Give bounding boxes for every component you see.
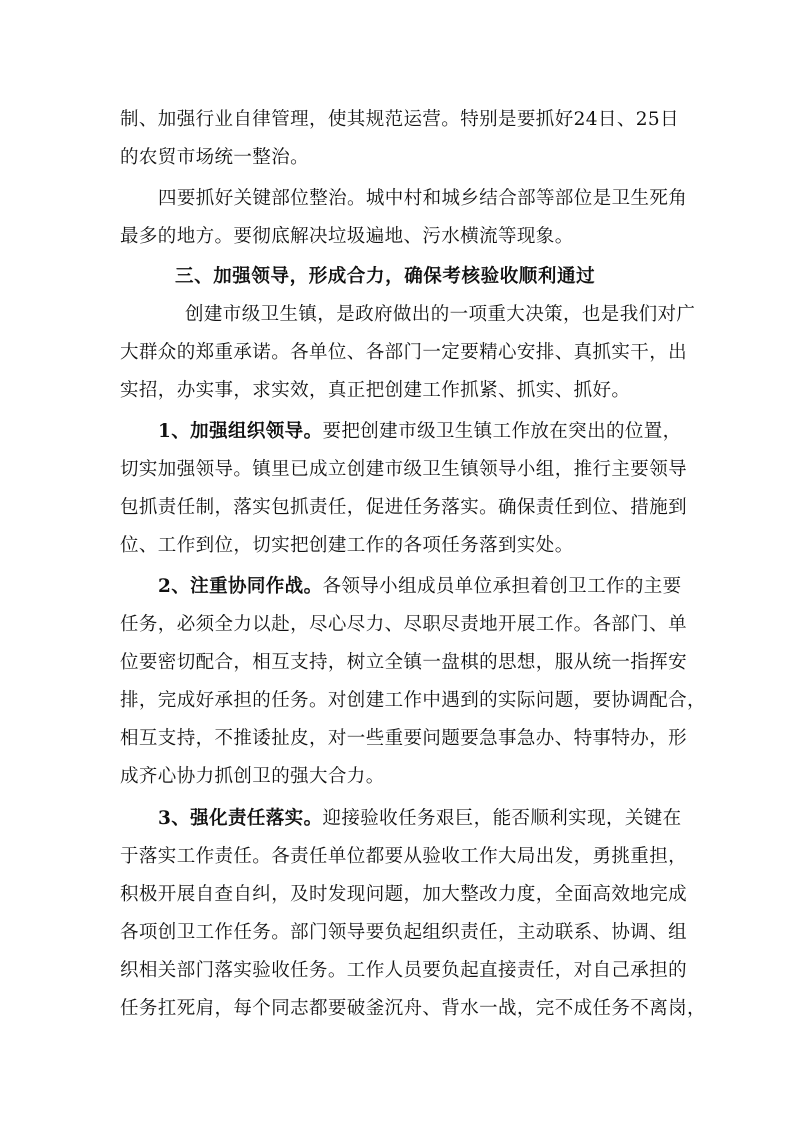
paragraph-first-line: 创建市级卫生镇，是政府做出的一项重大决策，也是我们对广 xyxy=(185,304,696,325)
text-line: 积极开展自查自纠，及时发现问题，加大整改力度，全面高效地完成 xyxy=(120,884,688,905)
item-1-text: 要把创建市级卫生镇工作放在突出的位置， xyxy=(322,421,682,442)
text-line: 成齐心协力抓创卫的强大合力。 xyxy=(120,766,385,787)
item-3-title: 3、强化责任落实。 xyxy=(158,808,323,829)
item-2-text: 各领导小组成员单位承担着创卫工作的主要 xyxy=(322,576,682,597)
text-line: 最多的地方。要彻底解决垃圾遍地、污水横流等现象。 xyxy=(120,226,574,247)
section-heading: 三、加强领导，形成合力，确保考核验收顺利通过 xyxy=(175,266,596,287)
text-line: 于落实工作责任。各责任单位都要从验收工作大局出发，勇挑重担， xyxy=(120,846,688,867)
text-line: 切实加强领导。镇里已成立创建市级卫生镇领导小组，推行主要领导 xyxy=(120,459,688,480)
text-line: 任务，必须全力以赴，尽心尽力、尽职尽责地开展工作。各部门、单 xyxy=(120,614,688,635)
text-line: 大群众的郑重承诺。各单位、各部门一定要精心安排、真抓实干，出 xyxy=(120,342,688,363)
item-3-first-line xyxy=(158,806,682,832)
text-line: 织相关部门落实验收任务。工作人员要负起直接责任，对自己承担的 xyxy=(120,960,688,981)
item-2-first-line xyxy=(158,574,682,600)
text-line: 的农贸市场统一整治。 xyxy=(120,147,310,168)
item-3-text: 迎接验收任务艰巨，能否顺利实现，关键在 xyxy=(322,808,682,829)
text-line: 各项创卫工作任务。部门领导要负起组织责任，主动联系、协调、组 xyxy=(120,922,688,943)
text-line: 位、工作到位，切实把创建工作的各项任务落到实处。 xyxy=(120,535,574,556)
text-line: 包抓责任制，落实包抓责任，促进任务落实。确保责任到位、措施到 xyxy=(120,497,688,518)
text-line: 任务扛死肩，每个同志都要破釜沉舟、背水一战，完不成任务不离岗， xyxy=(120,998,706,1019)
text-line: 位要密切配合，相互支持，树立全镇一盘棋的思想，服从统一指挥安 xyxy=(120,652,688,673)
item-2-title: 2、注重协同作战。 xyxy=(158,576,323,597)
text-line: 制、加强行业自律管理，使其规范运营。特别是要抓好24日、25日 xyxy=(120,109,679,130)
text-line: 排，完成好承担的任务。对创建工作中遇到的实际问题，要协调配合， xyxy=(120,690,706,711)
paragraph-first-line: 四要抓好关键部位整治。城中村和城乡结合部等部位是卫生死角 xyxy=(158,188,688,209)
text-line: 相互支持，不推诿扯皮，对一些重要问题要急事急办、特事特办，形 xyxy=(120,728,688,749)
item-1-title: 1、加强组织领导。 xyxy=(158,421,323,442)
text-line: 实招，办实事，求实效，真正把创建工作抓紧、抓实、抓好。 xyxy=(120,380,631,401)
item-1-first-line xyxy=(158,419,682,445)
